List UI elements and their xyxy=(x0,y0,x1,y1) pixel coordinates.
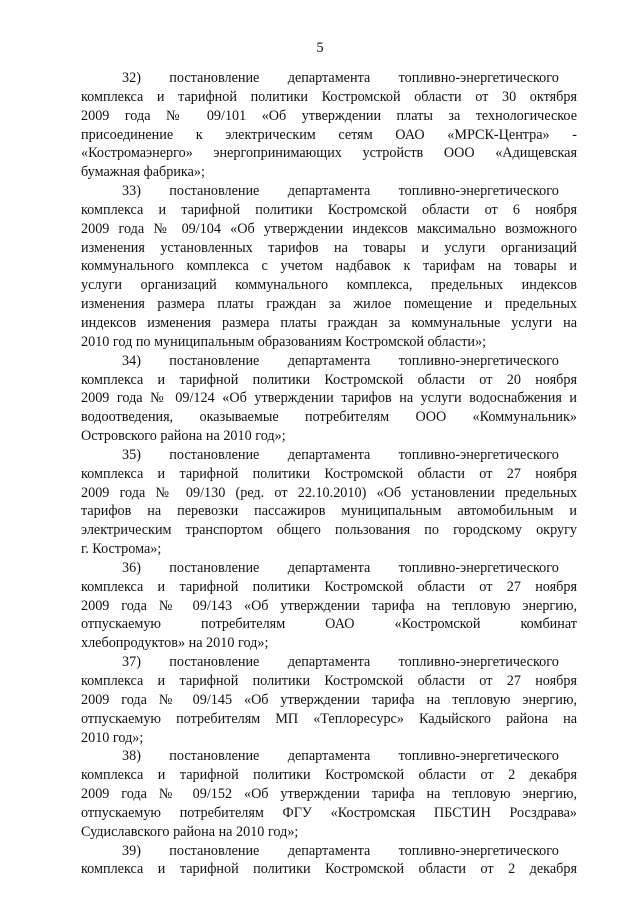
text-line: 36) постановление департамента топливно-энергетического xyxy=(122,559,559,576)
text-line: изменения размера платы граждан за жилое помещение и предельных xyxy=(81,296,577,313)
text-line: комплекса и тарифной политики Костромской области от 30 октября xyxy=(81,88,577,105)
text-line: индексов изменения размера платы граждан за коммунальные услуги на xyxy=(81,314,577,331)
text-line: 35) постановление департамента топливно-энергетического xyxy=(122,446,559,463)
text-line: комплекса и тарифной политики Костромской области от 27 ноября xyxy=(81,578,577,595)
text-line: отпускаемую потребителям ФГУ «Костромская ПБСТИН Росздрава» xyxy=(81,804,577,821)
list-item xyxy=(81,182,577,352)
text-line: изменения установленных тарифов на товары и услуги организаций xyxy=(81,239,577,256)
text-line: 2009 года № 09/124 «Об утверждении тарифов на услуги водоснабжения и xyxy=(81,390,577,407)
text-line: отпускаемую потребителям ОАО «Костромской комбинат xyxy=(81,616,577,633)
text-line: 32) постановление департамента топливно-энергетического xyxy=(122,70,559,86)
text-line: электрическим транспортом общего пользования по городскому округу xyxy=(81,522,577,539)
text-line: «Костромаэнерго» энергопринимающих устройств ООО «Адищевская xyxy=(81,145,577,162)
text-line: Судиславского района на 2010 год»; xyxy=(81,823,299,840)
document-body xyxy=(81,69,577,879)
list-item xyxy=(81,842,577,880)
page-number: 5 xyxy=(316,40,324,56)
list-item xyxy=(81,69,577,182)
text-line: хлебопродуктов» на 2010 год»; xyxy=(81,635,269,652)
text-line: г. Кострома»; xyxy=(81,541,162,558)
text-line: 2010 год по муниципальным образованиям Костромской области»; xyxy=(81,333,487,350)
text-line: 37) постановление департамента топливно-энергетического xyxy=(122,654,559,671)
text-line: комплекса и тарифной политики Костромской области от 20 ноября xyxy=(81,371,577,388)
text-line: 2009 года № 09/104 «Об утверждении индексов максимально возможного xyxy=(81,220,577,237)
text-line: 34) постановление департамента топливно-энергетического xyxy=(122,352,559,369)
text-line: комплекса и тарифной политики Костромской области от 2 декабря xyxy=(81,861,577,878)
list-item xyxy=(81,653,577,747)
text-line: услуги организаций коммунального комплекса, предельных индексов xyxy=(81,277,577,294)
text-line: 33) постановление департамента топливно-энергетического xyxy=(122,183,559,200)
text-line: водоотведения, оказываемые потребителям ООО «Коммунальник» xyxy=(81,409,577,426)
text-line: бумажная фабрика»; xyxy=(81,164,205,181)
text-line: комплекса и тарифной политики Костромской области от 6 ноября xyxy=(81,201,577,218)
text-line: 2009 года № 09/101 «Об утверждении платы за технологическое xyxy=(81,107,577,124)
text-line: отпускаемую потребителям МП «Теплоресурс» Кадыйского района на xyxy=(81,710,577,727)
list-item xyxy=(81,747,577,841)
text-line: 39) постановление департамента топливно-энергетического xyxy=(122,842,559,859)
text-line: 2009 года № 09/130 (ред. от 22.10.2010) «Об установлении предельных xyxy=(81,484,577,501)
list-item xyxy=(81,559,577,653)
text-line: 38) постановление департамента топливно-энергетического xyxy=(122,748,559,765)
text-line: комплекса и тарифной политики Костромской области от 2 декабря xyxy=(81,767,577,784)
text-line: комплекса и тарифной политики Костромской области от 27 ноября xyxy=(81,673,577,689)
text-line: Островского района на 2010 год»; xyxy=(81,428,286,445)
text-line: комплекса и тарифной политики Костромской области от 27 ноября xyxy=(81,465,577,482)
list-item xyxy=(81,352,577,446)
text-line: присоединение к электрическим сетям ОАО «МРСК-Центра» - xyxy=(81,126,577,143)
text-line: 2010 год»; xyxy=(81,729,144,746)
text-line: коммунального комплекса с учетом надбавок к тарифам на товары и xyxy=(81,258,577,275)
text-line: тарифов на перевозки пассажиров муниципальным автомобильным и xyxy=(81,503,577,520)
text-line: 2009 года № 09/143 «Об утверждении тарифа на тепловую энергию, xyxy=(81,597,577,614)
list-item xyxy=(81,446,577,559)
text-line: 2009 года № 09/145 «Об утверждении тарифа на тепловую энергию, xyxy=(81,691,577,708)
text-line: 2009 года № 09/152 «Об утверждении тарифа на тепловую энергию, xyxy=(81,786,577,803)
